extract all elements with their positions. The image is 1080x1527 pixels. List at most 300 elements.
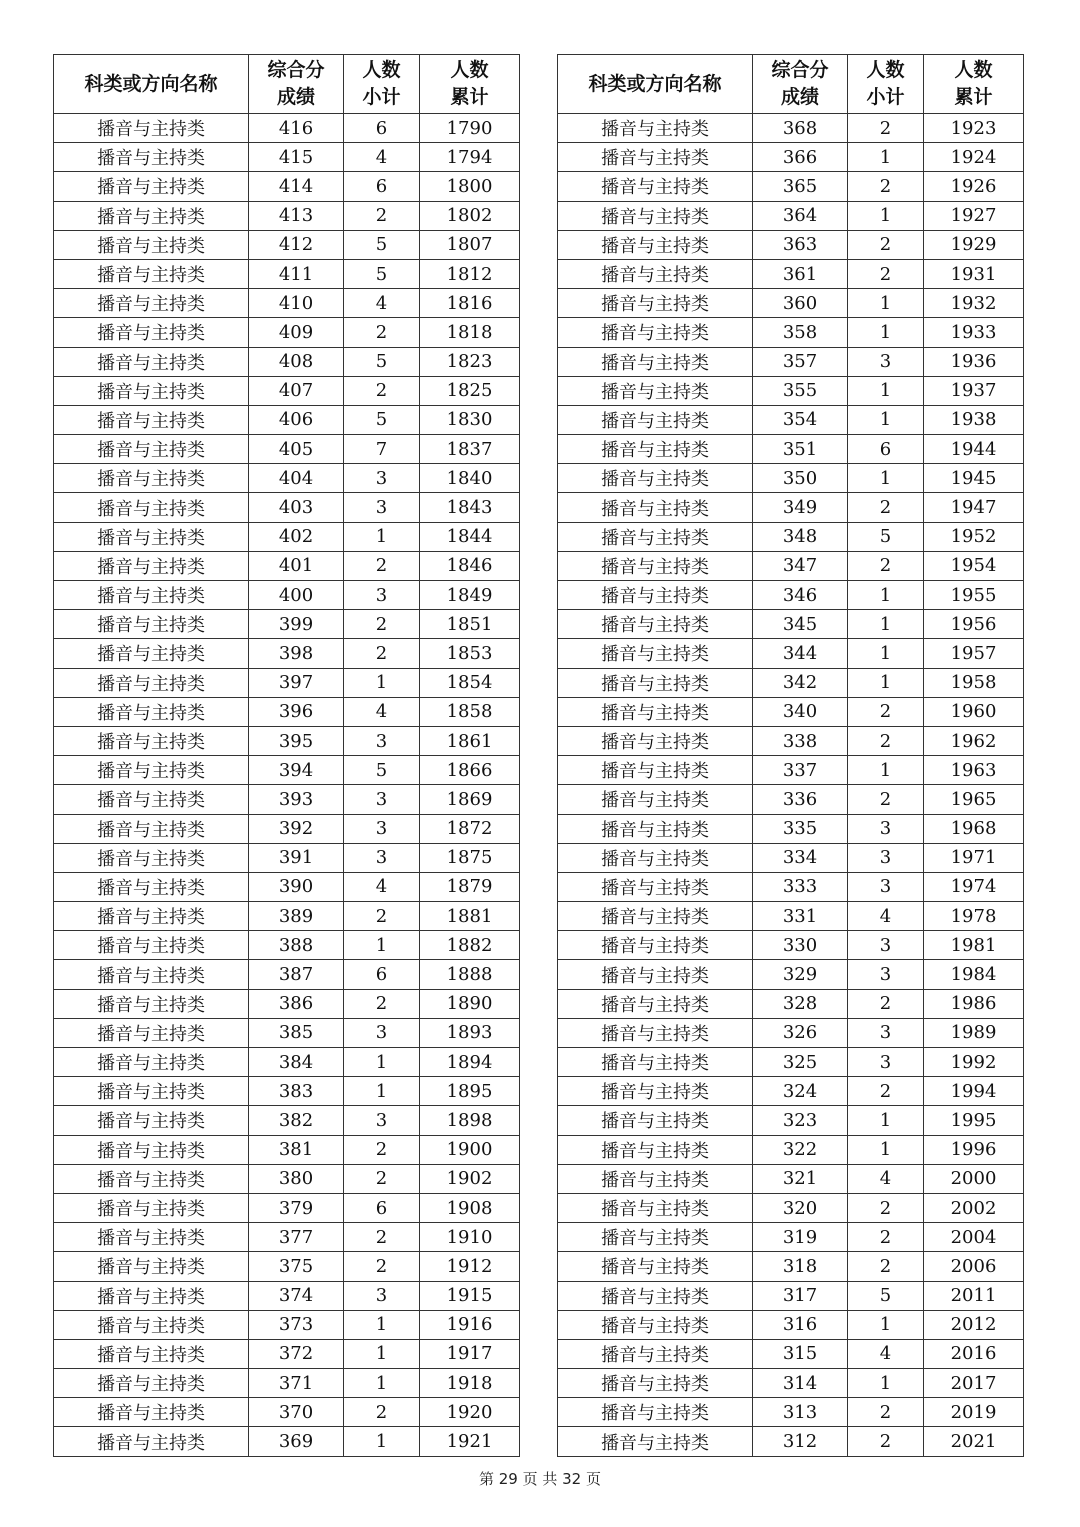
table-row (558, 1164, 1024, 1193)
cell-count: 1 (344, 522, 420, 551)
cell-score: 397 (249, 668, 344, 697)
table-row (558, 230, 1024, 259)
cell-score: 373 (249, 1310, 344, 1339)
cell-total: 1846 (420, 551, 520, 580)
cell-name: 播音与主持类 (54, 347, 249, 376)
cell-name: 播音与主持类 (558, 464, 753, 493)
cell-total: 1825 (420, 376, 520, 405)
cell-name: 播音与主持类 (558, 347, 753, 376)
cell-name: 播音与主持类 (558, 1048, 753, 1077)
cell-total: 1844 (420, 522, 520, 551)
cell-count: 6 (344, 1193, 420, 1222)
cell-count: 1 (344, 1427, 420, 1456)
cell-count: 2 (848, 259, 924, 288)
cell-total: 1989 (924, 1018, 1024, 1047)
table-row (558, 1281, 1024, 1310)
cell-score: 328 (753, 989, 848, 1018)
table-row (558, 989, 1024, 1018)
cell-name: 播音与主持类 (558, 1252, 753, 1281)
cell-name: 播音与主持类 (54, 493, 249, 522)
cell-score: 405 (249, 435, 344, 464)
cell-score: 315 (753, 1339, 848, 1368)
cell-count: 2 (344, 902, 420, 931)
cell-score: 389 (249, 902, 344, 931)
table-row (558, 931, 1024, 960)
cell-total: 1881 (420, 902, 520, 931)
cell-total: 1861 (420, 726, 520, 755)
header-total-line2: 累计 (954, 86, 993, 108)
cell-name: 播音与主持类 (54, 405, 249, 434)
cell-total: 1902 (420, 1164, 520, 1193)
cell-name: 播音与主持类 (558, 960, 753, 989)
table-row (54, 843, 520, 872)
cell-total: 1840 (420, 464, 520, 493)
cell-score: 314 (753, 1369, 848, 1398)
cell-score: 377 (249, 1223, 344, 1252)
cell-total: 1790 (420, 114, 520, 143)
cell-total: 1931 (924, 259, 1024, 288)
cell-score: 406 (249, 405, 344, 434)
cell-total: 2021 (924, 1427, 1024, 1456)
table-row (54, 376, 520, 405)
cell-name: 播音与主持类 (558, 230, 753, 259)
cell-name: 播音与主持类 (54, 1077, 249, 1106)
cell-score: 402 (249, 522, 344, 551)
cell-score: 337 (753, 756, 848, 785)
cell-score: 390 (249, 872, 344, 901)
table-row (54, 1135, 520, 1164)
table-body-right (558, 114, 1024, 1457)
cell-total: 1895 (420, 1077, 520, 1106)
cell-name: 播音与主持类 (558, 814, 753, 843)
cell-score: 323 (753, 1106, 848, 1135)
table-row (558, 1398, 1024, 1427)
cell-total: 1851 (420, 610, 520, 639)
cell-total: 1965 (924, 785, 1024, 814)
table-row (54, 551, 520, 580)
table-row (54, 1369, 520, 1398)
cell-count: 6 (344, 114, 420, 143)
cell-total: 1843 (420, 493, 520, 522)
cell-score: 319 (753, 1223, 848, 1252)
cell-total: 1816 (420, 289, 520, 318)
cell-count: 1 (848, 1135, 924, 1164)
cell-score: 404 (249, 464, 344, 493)
cell-name: 播音与主持类 (558, 405, 753, 434)
cell-name: 播音与主持类 (558, 872, 753, 901)
cell-count: 4 (848, 1164, 924, 1193)
table-row (54, 114, 520, 143)
cell-count: 2 (344, 376, 420, 405)
table-row (558, 1339, 1024, 1368)
cell-count: 1 (848, 405, 924, 434)
cell-name: 播音与主持类 (54, 172, 249, 201)
cell-count: 3 (344, 493, 420, 522)
cell-score: 370 (249, 1398, 344, 1427)
cell-total: 1837 (420, 435, 520, 464)
cell-score: 374 (249, 1281, 344, 1310)
cell-total: 2004 (924, 1223, 1024, 1252)
table-row (558, 347, 1024, 376)
cell-name: 播音与主持类 (54, 435, 249, 464)
cell-count: 6 (344, 172, 420, 201)
cell-score: 358 (753, 318, 848, 347)
cell-total: 1945 (924, 464, 1024, 493)
cell-count: 4 (344, 143, 420, 172)
cell-name: 播音与主持类 (54, 1398, 249, 1427)
cell-name: 播音与主持类 (558, 1310, 753, 1339)
cell-name: 播音与主持类 (558, 639, 753, 668)
cell-count: 3 (848, 1048, 924, 1077)
cell-name: 播音与主持类 (558, 726, 753, 755)
header-score-line2: 成绩 (276, 86, 315, 108)
cell-score: 363 (753, 230, 848, 259)
table-row (54, 785, 520, 814)
cell-total: 1869 (420, 785, 520, 814)
cell-score: 344 (753, 639, 848, 668)
cell-score: 412 (249, 230, 344, 259)
cell-score: 312 (753, 1427, 848, 1456)
header-count (344, 55, 420, 114)
table-row (558, 551, 1024, 580)
cell-total: 1974 (924, 872, 1024, 901)
table-row (54, 435, 520, 464)
cell-name: 播音与主持类 (558, 931, 753, 960)
cell-total: 2012 (924, 1310, 1024, 1339)
cell-name: 播音与主持类 (558, 581, 753, 610)
cell-count: 1 (344, 931, 420, 960)
cell-score: 360 (753, 289, 848, 318)
table-row (558, 1252, 1024, 1281)
cell-total: 2011 (924, 1281, 1024, 1310)
table-header-row (54, 55, 520, 114)
cell-total: 1875 (420, 843, 520, 872)
cell-name: 播音与主持类 (558, 1135, 753, 1164)
table-row (54, 931, 520, 960)
cell-total: 1927 (924, 201, 1024, 230)
cell-total: 1818 (420, 318, 520, 347)
cell-total: 1929 (924, 230, 1024, 259)
cell-score: 365 (753, 172, 848, 201)
table-row (558, 1018, 1024, 1047)
header-count (848, 55, 924, 114)
table-row (54, 464, 520, 493)
cell-score: 318 (753, 1252, 848, 1281)
cell-name: 播音与主持类 (54, 843, 249, 872)
cell-total: 1794 (420, 143, 520, 172)
cell-score: 324 (753, 1077, 848, 1106)
table-row (54, 347, 520, 376)
score-table-left (53, 54, 520, 1457)
table-row (558, 1193, 1024, 1222)
cell-name: 播音与主持类 (54, 902, 249, 931)
cell-name: 播音与主持类 (558, 1193, 753, 1222)
cell-count: 1 (344, 1369, 420, 1398)
cell-score: 416 (249, 114, 344, 143)
table-row (54, 522, 520, 551)
cell-name: 播音与主持类 (558, 435, 753, 464)
cell-score: 317 (753, 1281, 848, 1310)
cell-score: 354 (753, 405, 848, 434)
cell-total: 1994 (924, 1077, 1024, 1106)
cell-count: 3 (344, 1106, 420, 1135)
table-row (54, 726, 520, 755)
cell-name: 播音与主持类 (54, 230, 249, 259)
cell-total: 1802 (420, 201, 520, 230)
cell-total: 1882 (420, 931, 520, 960)
table-row (558, 668, 1024, 697)
cell-count: 5 (848, 522, 924, 551)
cell-count: 3 (848, 814, 924, 843)
cell-name: 播音与主持类 (54, 464, 249, 493)
table-row (54, 143, 520, 172)
cell-total: 1986 (924, 989, 1024, 1018)
cell-name: 播音与主持类 (558, 785, 753, 814)
cell-score: 385 (249, 1018, 344, 1047)
cell-score: 338 (753, 726, 848, 755)
cell-total: 1908 (420, 1193, 520, 1222)
cell-total: 1918 (420, 1369, 520, 1398)
cell-total: 1916 (420, 1310, 520, 1339)
cell-total: 1888 (420, 960, 520, 989)
cell-score: 387 (249, 960, 344, 989)
cell-score: 366 (753, 143, 848, 172)
cell-score: 379 (249, 1193, 344, 1222)
cell-total: 1900 (420, 1135, 520, 1164)
table-row (558, 1369, 1024, 1398)
header-score (249, 55, 344, 114)
cell-score: 415 (249, 143, 344, 172)
cell-total: 1952 (924, 522, 1024, 551)
table-row (54, 668, 520, 697)
cell-count: 1 (344, 1339, 420, 1368)
cell-score: 408 (249, 347, 344, 376)
cell-count: 7 (344, 435, 420, 464)
cell-score: 394 (249, 756, 344, 785)
table-row (558, 1106, 1024, 1135)
page-number-footer: 第 29 页 共 32 页 (478, 1470, 601, 1488)
table-row (558, 289, 1024, 318)
cell-count: 2 (344, 1398, 420, 1427)
cell-count: 5 (344, 756, 420, 785)
cell-total: 1926 (924, 172, 1024, 201)
cell-score: 330 (753, 931, 848, 960)
table-row (558, 172, 1024, 201)
cell-name: 播音与主持类 (54, 1281, 249, 1310)
cell-total: 2002 (924, 1193, 1024, 1222)
cell-count: 3 (344, 581, 420, 610)
cell-total: 1938 (924, 405, 1024, 434)
cell-score: 334 (753, 843, 848, 872)
cell-name: 播音与主持类 (54, 259, 249, 288)
header-name: 科类或方向名称 (558, 55, 753, 114)
cell-total: 1893 (420, 1018, 520, 1047)
table-row (558, 697, 1024, 726)
cell-name: 播音与主持类 (54, 814, 249, 843)
cell-name: 播音与主持类 (54, 376, 249, 405)
cell-name: 播音与主持类 (54, 960, 249, 989)
table-row (54, 1106, 520, 1135)
cell-total: 1807 (420, 230, 520, 259)
cell-count: 1 (848, 1369, 924, 1398)
cell-name: 播音与主持类 (558, 259, 753, 288)
cell-total: 1894 (420, 1048, 520, 1077)
table-row (558, 201, 1024, 230)
cell-count: 2 (344, 639, 420, 668)
cell-score: 322 (753, 1135, 848, 1164)
cell-count: 2 (344, 1164, 420, 1193)
cell-total: 1933 (924, 318, 1024, 347)
cell-count: 1 (344, 1310, 420, 1339)
cell-name: 播音与主持类 (54, 318, 249, 347)
cell-total: 1858 (420, 697, 520, 726)
cell-count: 2 (848, 114, 924, 143)
cell-name: 播音与主持类 (558, 1223, 753, 1252)
cell-count: 5 (344, 405, 420, 434)
cell-total: 1823 (420, 347, 520, 376)
cell-score: 342 (753, 668, 848, 697)
header-score (753, 55, 848, 114)
cell-score: 382 (249, 1106, 344, 1135)
score-table-right (557, 54, 1024, 1457)
cell-total: 1937 (924, 376, 1024, 405)
table-row (54, 610, 520, 639)
table-row (558, 1048, 1024, 1077)
cell-name: 播音与主持类 (558, 610, 753, 639)
cell-name: 播音与主持类 (558, 376, 753, 405)
cell-count: 2 (848, 551, 924, 580)
table-row (558, 376, 1024, 405)
table-row (54, 1281, 520, 1310)
cell-name: 播音与主持类 (558, 522, 753, 551)
cell-count: 2 (848, 172, 924, 201)
cell-score: 401 (249, 551, 344, 580)
cell-score: 320 (753, 1193, 848, 1222)
cell-count: 3 (848, 872, 924, 901)
cell-total: 1872 (420, 814, 520, 843)
cell-count: 2 (848, 493, 924, 522)
table-body-left (54, 114, 520, 1457)
cell-total: 1866 (420, 756, 520, 785)
cell-name: 播音与主持类 (54, 201, 249, 230)
cell-name: 播音与主持类 (54, 1164, 249, 1193)
cell-name: 播音与主持类 (54, 1048, 249, 1077)
cell-total: 1981 (924, 931, 1024, 960)
cell-count: 2 (344, 551, 420, 580)
table-row (558, 726, 1024, 755)
table-row (558, 405, 1024, 434)
cell-total: 1995 (924, 1106, 1024, 1135)
table-row (54, 1193, 520, 1222)
cell-total: 1955 (924, 581, 1024, 610)
cell-score: 368 (753, 114, 848, 143)
cell-name: 播音与主持类 (558, 289, 753, 318)
cell-count: 3 (344, 814, 420, 843)
cell-score: 403 (249, 493, 344, 522)
cell-count: 2 (848, 989, 924, 1018)
cell-name: 播音与主持类 (558, 843, 753, 872)
header-count-line2: 小计 (362, 86, 401, 108)
cell-name: 播音与主持类 (558, 668, 753, 697)
cell-name: 播音与主持类 (558, 551, 753, 580)
cell-count: 3 (344, 843, 420, 872)
cell-count: 4 (848, 1339, 924, 1368)
cell-name: 播音与主持类 (54, 1193, 249, 1222)
table-row (558, 435, 1024, 464)
cell-count: 1 (848, 756, 924, 785)
cell-score: 414 (249, 172, 344, 201)
cell-total: 1921 (420, 1427, 520, 1456)
table-row (558, 610, 1024, 639)
cell-score: 326 (753, 1018, 848, 1047)
cell-score: 364 (753, 201, 848, 230)
cell-score: 351 (753, 435, 848, 464)
cell-name: 播音与主持类 (558, 1164, 753, 1193)
cell-count: 5 (344, 230, 420, 259)
cell-score: 400 (249, 581, 344, 610)
cell-name: 播音与主持类 (54, 1135, 249, 1164)
cell-name: 播音与主持类 (558, 697, 753, 726)
cell-total: 2006 (924, 1252, 1024, 1281)
cell-count: 3 (848, 1018, 924, 1047)
cell-count: 1 (344, 1048, 420, 1077)
cell-count: 2 (848, 1398, 924, 1427)
table-row (558, 464, 1024, 493)
header-score-line1: 综合分 (771, 59, 829, 81)
cell-score: 347 (753, 551, 848, 580)
cell-score: 384 (249, 1048, 344, 1077)
table-row (558, 143, 1024, 172)
table-row (54, 405, 520, 434)
table-row (558, 114, 1024, 143)
cell-count: 2 (344, 1252, 420, 1281)
cell-total: 1923 (924, 114, 1024, 143)
cell-name: 播音与主持类 (54, 1427, 249, 1456)
cell-count: 1 (848, 668, 924, 697)
table-row (558, 872, 1024, 901)
cell-name: 播音与主持类 (558, 902, 753, 931)
table-row (54, 697, 520, 726)
cell-score: 395 (249, 726, 344, 755)
table-row (54, 259, 520, 288)
cell-score: 411 (249, 259, 344, 288)
table-row (54, 1427, 520, 1456)
cell-score: 380 (249, 1164, 344, 1193)
cell-count: 3 (344, 785, 420, 814)
cell-name: 播音与主持类 (558, 1106, 753, 1135)
cell-count: 2 (848, 726, 924, 755)
header-count-line2: 小计 (866, 86, 905, 108)
cell-name: 播音与主持类 (54, 931, 249, 960)
cell-name: 播音与主持类 (558, 493, 753, 522)
cell-count: 3 (344, 464, 420, 493)
cell-name: 播音与主持类 (54, 756, 249, 785)
table-row (54, 1164, 520, 1193)
cell-name: 播音与主持类 (54, 726, 249, 755)
table-row (558, 522, 1024, 551)
cell-total: 1968 (924, 814, 1024, 843)
cell-score: 396 (249, 697, 344, 726)
table-row (558, 1310, 1024, 1339)
cell-total: 2019 (924, 1398, 1024, 1427)
table-row (54, 289, 520, 318)
cell-name: 播音与主持类 (558, 989, 753, 1018)
header-count-line1: 人数 (866, 59, 905, 81)
cell-score: 336 (753, 785, 848, 814)
header-score-line2: 成绩 (780, 86, 819, 108)
cell-count: 2 (344, 1223, 420, 1252)
cell-count: 2 (848, 697, 924, 726)
